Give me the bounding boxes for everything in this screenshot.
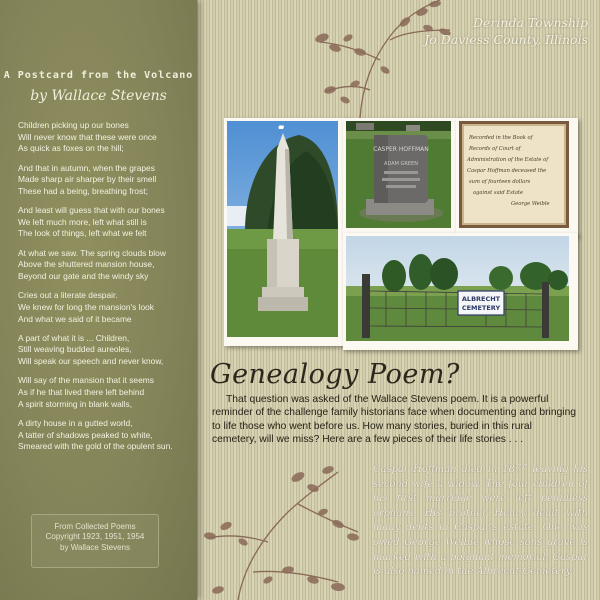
- poem-stanza: [18, 120, 198, 155]
- poem-line: Children picking up our bones: [18, 120, 129, 130]
- poem-line: Will never know that these were once: [18, 131, 157, 142]
- poem-line: At what we saw. The spring clouds blow: [18, 247, 166, 258]
- branch-decoration-bottom: [198, 462, 373, 600]
- document-line: George Weible: [511, 201, 550, 207]
- location-township: Derinda Township: [473, 15, 588, 30]
- poem-body: [18, 120, 198, 461]
- poem-line: A part of what it is ... Children,: [18, 332, 130, 343]
- poem-line: Still weaving budded aureoles,: [18, 344, 132, 355]
- photo-cemetery-fence: [343, 233, 578, 350]
- poem-line: And what we said of it became: [18, 313, 132, 324]
- document-line: against said Estate: [473, 190, 524, 196]
- photo-handwritten-document: [456, 118, 578, 237]
- poem-stanza: [18, 205, 198, 240]
- poem-stanza: [18, 333, 198, 368]
- poem-author: by Wallace Stevens: [30, 88, 167, 104]
- poem-line: These had a being, breathing frost;: [18, 185, 148, 196]
- story-text: Caspar Hoffman died in 1877 leaving his second wife a widow. The four children of his first marriage were left penniless orphans. His brother Henry dealt with many debts in Caspar's estate. One was owed George Weible whose sons grave is marked with a poignant memorial. Caspar is also named in the Albrecht Cemetery.: [373, 464, 588, 578]
- poem-line: Beyond our gate and the windy sky: [18, 270, 149, 281]
- photo-headstone: [343, 118, 460, 237]
- story-paragraph: [373, 463, 588, 580]
- document-line: Administration of the Estate of: [467, 157, 549, 163]
- location-county: Jo Daviess County, Illinois: [424, 32, 588, 47]
- poem-stanza: [18, 375, 198, 410]
- poem-stanza: [18, 248, 198, 283]
- headstone-text: CASPER HOFFMAN: [373, 146, 429, 153]
- poem-line: Smeared with the gold of the opulent sun.: [18, 441, 173, 452]
- photo-obelisk-monument: [224, 118, 347, 346]
- poem-line: And least will guess that with our bones: [18, 205, 165, 216]
- poem-line: A spirit storming in blank walls,: [18, 398, 133, 409]
- poem-line: We left much more, left what still is: [18, 216, 147, 227]
- headstone-subtext: ADAM GREEN: [384, 161, 418, 167]
- poem-title: A Postcard from the Volcano: [3, 70, 194, 81]
- poem-line: Cries out a literate despair.: [18, 290, 118, 301]
- poem-line: As if he that lived there left behind: [18, 387, 145, 398]
- poem-line: As quick as foxes on the hill;: [18, 143, 124, 154]
- location-heading: [424, 14, 588, 48]
- poem-line: Will speak our speech and never know,: [18, 356, 164, 367]
- poem-stanza: [18, 290, 198, 325]
- intro-paragraph: That question was asked of the Wallace Stevens poem. It is a powerful reminder of the challenge family historians face when documenting and bringing to life those who went before us. How many stories, buried in this rural cemetery, will we miss? Here are a few pieces of their life stories . . .: [212, 394, 577, 446]
- poem-line: And that in autumn, when the grapes: [18, 162, 155, 173]
- poem-line: A dirty house in a gutted world,: [18, 418, 133, 429]
- page-heading: Genealogy Poem?: [210, 359, 460, 390]
- copyright-credit-box: [31, 514, 159, 568]
- credit-line: From Collected Poems: [54, 522, 136, 531]
- poem-line: Made sharp air sharper by their smell: [18, 174, 157, 185]
- poem-panel: [0, 0, 197, 600]
- document-line: Caspar Hoffman deceased the: [467, 168, 547, 174]
- cemetery-sign-line1: ALBRECHT: [461, 295, 501, 303]
- poem-line: Will say of the mansion that it seems: [18, 375, 154, 386]
- poem-line: The look of things, left what we felt: [18, 228, 147, 239]
- poem-line: We knew for long the mansion's look: [18, 301, 154, 312]
- document-line: sum of fourteen dollars: [469, 179, 531, 185]
- cemetery-sign-line2: CEMETERY: [461, 304, 501, 312]
- document-line: Recorded in the Book of: [469, 135, 533, 141]
- poem-line: Above the shuttered mansion house,: [18, 259, 155, 270]
- poem-stanza: [18, 163, 198, 198]
- credit-line: Copyright 1923, 1951, 1954: [45, 532, 145, 542]
- credit-line: by Wallace Stevens: [60, 542, 130, 552]
- poem-line: A tatter of shadows peaked to white,: [18, 429, 153, 440]
- document-line: Records of Court of: [469, 146, 521, 152]
- poem-stanza: [18, 418, 198, 453]
